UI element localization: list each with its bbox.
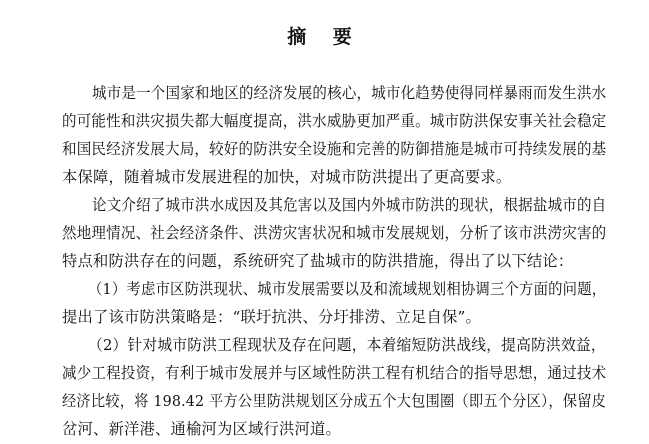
- paragraph-line: 提出了该市防洪策略是：“联圩抗洪、分圩排涝、立足自保”。: [62, 308, 481, 326]
- paragraph-line: 减少工程投资，有利于城市发展并与区域性防洪工程有机结合的指导思想，通过技术: [62, 364, 607, 382]
- paragraph-line: （2）针对城市防洪工程现状及存在问题，本着缩短防洪战线，提高防洪效益，: [88, 336, 606, 354]
- paragraph-line: 特点和防洪存在的问题，系统研究了盐城市的防洪措施，得出了以下结论：: [62, 252, 574, 270]
- paragraph-line: 然地理情况、社会经济条件、洪涝灾害状况和城市发展规划，分析了该市洪涝灾害的: [62, 224, 607, 242]
- paragraph-line: 论文介绍了城市洪水成因及其危害以及国内外城市防洪的现状，根据盐城市的自: [92, 196, 607, 214]
- paragraph-line: 本保障，随着城市发展进程的加快，对城市防洪提出了更高要求。: [62, 168, 512, 186]
- paragraph-line: 经济比较，将 198.42 平方公里防洪规划区分成五个大包围圈（即五个分区），保留皮: [62, 392, 607, 410]
- paragraph-line: 城市是一个国家和地区的经济发展的核心，城市化趋势使得同样暴雨而发生洪水: [92, 84, 607, 102]
- abstract-title: 摘 要: [287, 26, 362, 48]
- paragraph-line: 岔河、新洋港、通榆河为区域行洪河道。: [62, 420, 341, 438]
- paragraph-line: 的可能性和洪灾损失都大幅度提高，洪水威胁更加严重。城市防洪保安事关社会稳定: [62, 112, 607, 130]
- paragraph-line: 和国民经济发展大局，较好的防洪安全设施和完善的防御措施是城市可持续发展的基: [62, 140, 607, 158]
- paragraph-line: （1）考虑市区防洪现状、城市发展需要以及和流域规划相协调三个方面的问题，: [88, 280, 607, 298]
